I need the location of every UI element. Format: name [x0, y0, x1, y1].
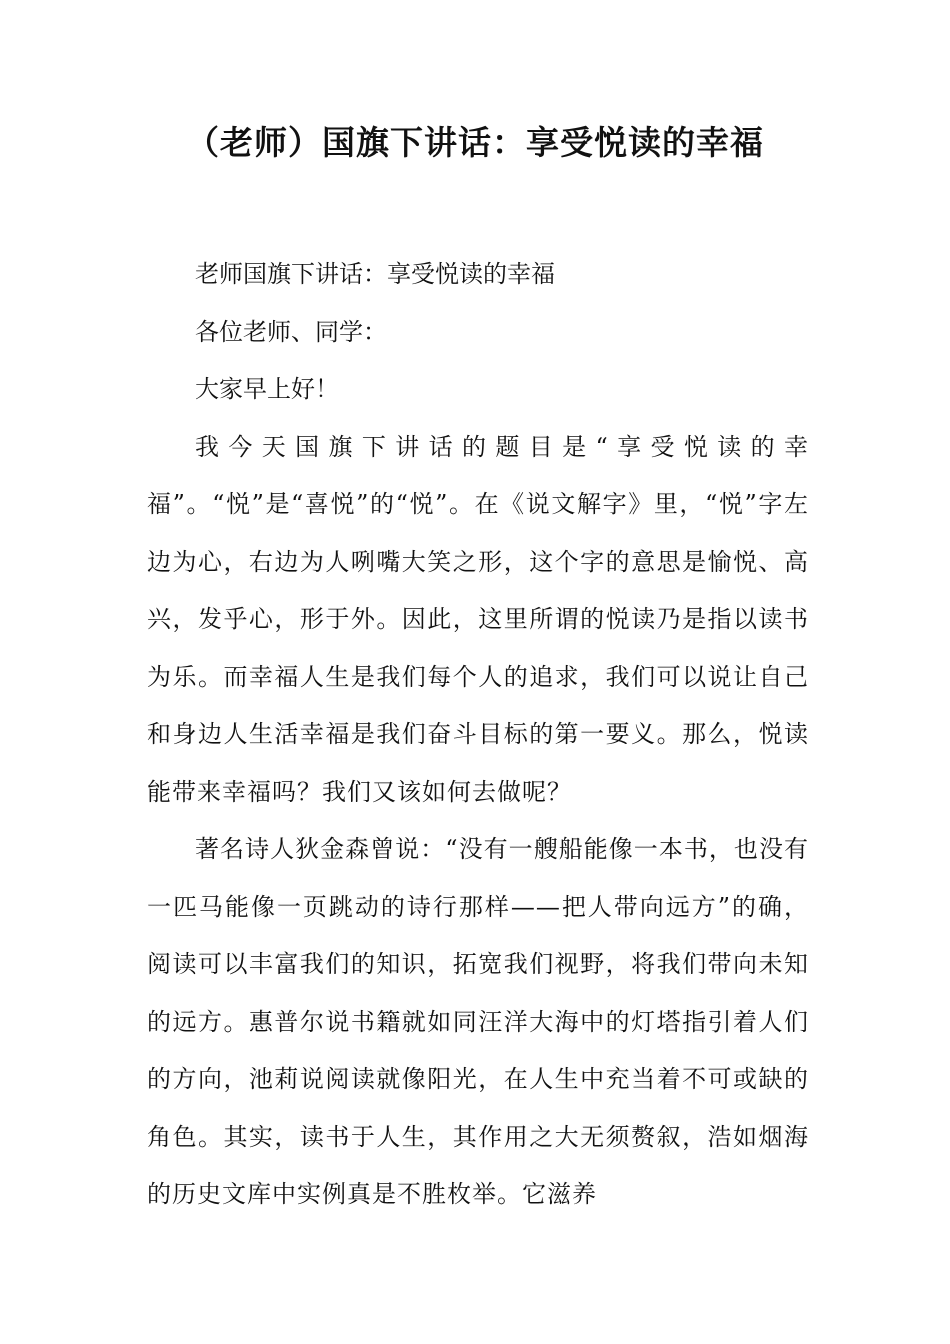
greeting-line: 大家早上好！ — [195, 375, 339, 403]
body-paragraph: 著名诗人狄金森曾说：“没有一艘船能像一本书，也没有一匹马能像一页跳动的诗行那样——把人带向远方”的确，阅读可以丰富我们的知识，拓宽我们视野，将我们带向未知的远方。惠普尔说书籍就如同汪洋大海中的灯塔指引着人们的方向，池莉说阅读就像阳光，在人生中充当着不可或缺的角色。其实，读书于人生，其作用之大无须赘叙，浩如烟海的历史文库中实例真是不胜枚举。它滋养 — [147, 835, 809, 1208]
salutation-line: 各位老师、同学： — [195, 317, 387, 346]
body-paragraph: 我今天国旗下讲话的题目是“享受悦读的幸福”。“悦”是“喜悦”的“悦”。在《说文解字》里，“悦”字左边为心，右边为人咧嘴大笑之形，这个字的意思是愉悦、高兴，发乎心，形于外。因此，这里所谓的悦读乃是指以读书为乐。而幸福人生是我们每个人的追求，我们可以说让自己和身边人生活幸福是我们奋斗目标的第一要义。那么，悦读能带来幸福吗？我们又该如何去做呢？ — [147, 432, 809, 806]
document-title: （老师）国旗下讲话：享受悦读的幸福 — [186, 123, 764, 162]
document-body — [147, 246, 809, 1224]
speech-heading-line: 老师国旗下讲话：享受悦读的幸福 — [195, 260, 555, 288]
